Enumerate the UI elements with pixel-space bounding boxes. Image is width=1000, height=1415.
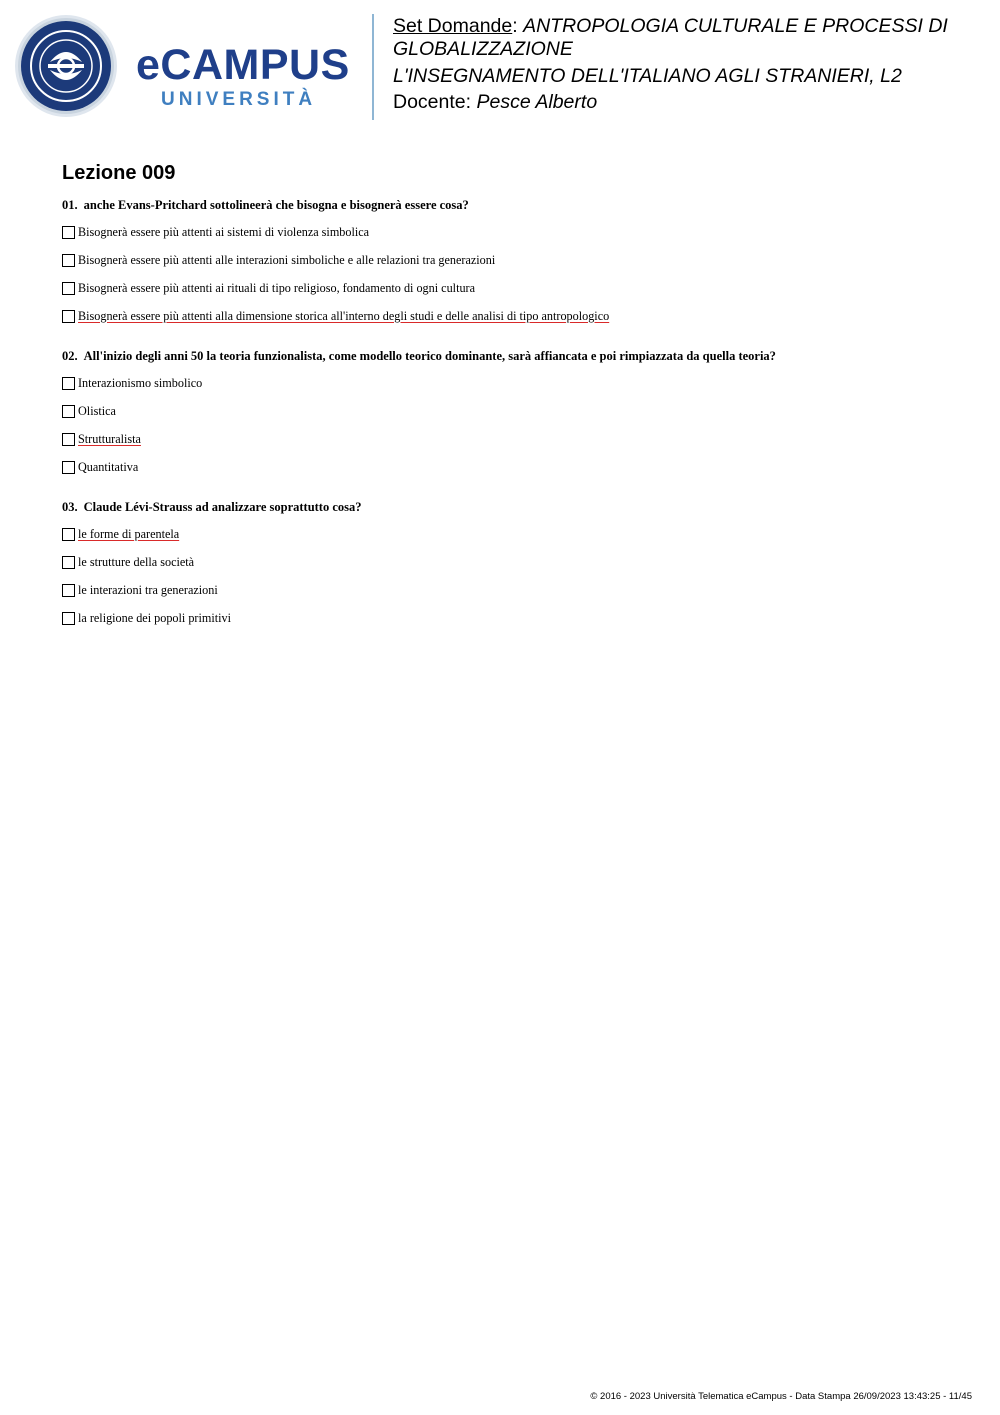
- question-text: All'inizio degli anni 50 la teoria funzionalista, come modello teorico dominante, sarà affiancata e poi rimpiazzata da quella teoria?: [83, 349, 776, 363]
- course-line: Set Domande: ANTROPOLOGIA CULTURALE E PROCESSI DI GLOBALIZZAZIONE: [393, 15, 948, 61]
- question-03: [62, 500, 362, 515]
- university-seal-icon: [14, 14, 118, 118]
- question-number: 01.: [62, 198, 78, 212]
- option-text: le interazioni tra generazioni: [78, 582, 218, 597]
- option-1-3[interactable]: [62, 280, 475, 296]
- option-text: Strutturalista: [78, 431, 141, 446]
- checkbox[interactable]: [62, 310, 75, 323]
- option-2-2[interactable]: [62, 403, 116, 419]
- checkbox[interactable]: [62, 405, 75, 418]
- page-footer: © 2016 - 2023 Università Telematica eCampus - Data Stampa 26/09/2023 13:43:25 - 11/45: [590, 1391, 972, 1402]
- option-1-2[interactable]: [62, 252, 495, 268]
- option-2-1[interactable]: [62, 375, 202, 391]
- ecampus-logo: [14, 14, 359, 118]
- document-header: [393, 15, 983, 118]
- teacher-line: [393, 91, 983, 114]
- brand-name: eCAMPUS: [136, 41, 350, 89]
- course-title: ANTROPOLOGIA CULTURALE E PROCESSI DI GLOBALIZZAZIONE: [393, 15, 948, 61]
- option-text: Quantitativa: [78, 459, 139, 474]
- question-number: 03.: [62, 500, 78, 514]
- option-text: Bisognerà essere più attenti ai sistemi di violenza simbolica: [78, 224, 370, 239]
- option-2-4[interactable]: [62, 459, 138, 475]
- question-number: 02.: [62, 349, 78, 363]
- checkbox[interactable]: [62, 584, 75, 597]
- option-3-1[interactable]: [62, 526, 179, 542]
- checkbox[interactable]: [62, 612, 75, 625]
- option-2-3[interactable]: [62, 431, 141, 447]
- brand-subtitle: UNIVERSITÀ: [161, 89, 317, 110]
- option-3-4[interactable]: [62, 610, 231, 626]
- course-subtitle: L'INSEGNAMENTO DELL'ITALIANO AGLI STRANIERI, L2: [393, 64, 902, 87]
- checkbox[interactable]: [62, 254, 75, 267]
- option-text: Bisognerà essere più attenti ai rituali di tipo religioso, fondamento di ogni cultura: [78, 280, 476, 295]
- question-01: [62, 198, 469, 213]
- checkbox[interactable]: [62, 528, 75, 541]
- question-text: anche Evans-Pritchard sottolineerà che bisogna e bisognerà essere cosa?: [83, 198, 469, 212]
- option-text: Interazionismo simbolico: [78, 375, 203, 390]
- option-text: le forme di parentela: [78, 526, 180, 541]
- question-text: Claude Lévi-Strauss ad analizzare soprattutto cosa?: [83, 500, 362, 514]
- option-3-3[interactable]: [62, 582, 218, 598]
- header-divider: [372, 14, 374, 120]
- option-text: Bisognerà essere più attenti alle interazioni simboliche e alle relazioni tra generazioni: [78, 252, 496, 267]
- checkbox[interactable]: [62, 282, 75, 295]
- question-02: [62, 349, 776, 364]
- option-text: Olistica: [78, 403, 116, 418]
- option-text: Bisognerà essere più attenti alla dimensione storica all'interno degli studi e delle analisi di tipo antropologico: [78, 308, 610, 323]
- checkbox[interactable]: [62, 433, 75, 446]
- checkbox[interactable]: [62, 556, 75, 569]
- course-subtitle-line: [393, 65, 983, 88]
- checkbox[interactable]: [62, 377, 75, 390]
- lesson-title: Lezione 009: [62, 162, 176, 184]
- option-text: la religione dei popoli primitivi: [78, 610, 231, 625]
- option-3-2[interactable]: [62, 554, 194, 570]
- set-label: Set Domande: [393, 15, 513, 37]
- checkbox[interactable]: [62, 226, 75, 239]
- checkbox[interactable]: [62, 461, 75, 474]
- teacher-label: Docente:: [393, 91, 472, 114]
- option-1-1[interactable]: [62, 224, 369, 240]
- option-1-4[interactable]: [62, 308, 609, 324]
- teacher-name: Pesce Alberto: [476, 91, 598, 114]
- option-text: le strutture della società: [78, 554, 195, 569]
